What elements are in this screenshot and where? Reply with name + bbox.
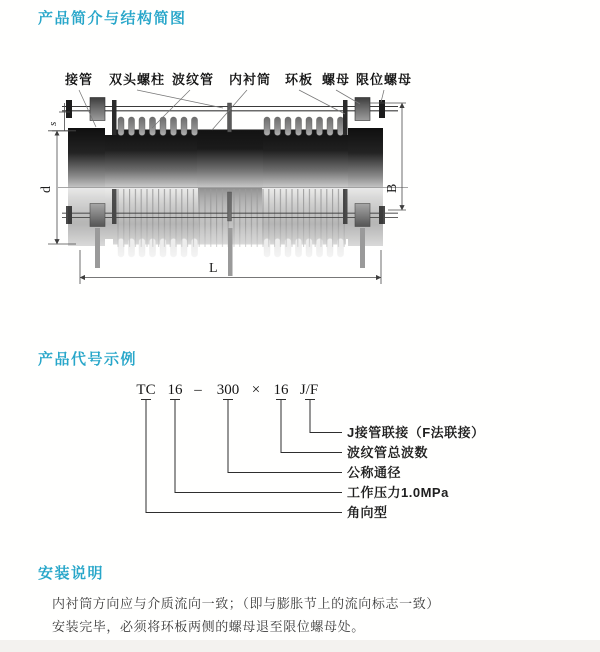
inner-liner-section [197,131,263,187]
nut-label: 螺母 [321,72,351,87]
stud-end-left [95,228,100,268]
bellows-label: 波纹管 [171,72,215,87]
intro-section-title: 产品简介与结构简图 [38,10,187,27]
code-segment-dash: – [194,382,202,398]
dim-s-label: s [47,121,59,126]
dim-L-label: L [209,261,218,276]
connection-pipe-label: 接管 [64,72,94,87]
stud-end-right [360,228,365,268]
code-segment-waves: 16 [273,382,289,398]
ring-plate-label: 环板 [284,72,314,87]
stud-end-center [228,228,233,276]
install-section-title: 安装说明 [38,565,105,582]
callout-nominal-diameter: 公称通径 [347,465,402,480]
limit-nut-left [66,100,72,118]
center-plate-stud [228,103,232,132]
callout-wave-count: 波纹管总波数 [347,445,429,460]
double-end-stud-label: 双头螺柱 [108,72,166,87]
connection-pipe-right [348,128,383,187]
install-note-line-2: 安装完毕，必须将环板两侧的螺母退至限位螺母处。 [52,619,365,634]
code-segment-pressure: 16 [167,382,183,398]
code-segment-times: × [251,382,261,398]
product-code-diagram [136,382,484,520]
reflection-fade [58,224,410,266]
inner-liner-label: 内衬筒 [228,72,272,87]
install-note-line-1: 内衬筒方向应与介质流向一致；（即与膨胀节上的流向标志一致） [52,596,440,611]
callout-connection-type: J接管联接（F法联接） [347,425,485,440]
code-segment-diameter: 300 [216,382,240,398]
nut-left [90,98,105,121]
connection-pipe-left [68,128,105,187]
limit-nut-label: 限位螺母 [355,72,413,87]
ring-plate-right [343,100,348,135]
dim-d-label: d [39,186,54,193]
tie-rod-assembly [62,98,398,136]
ring-plate-left [112,100,117,135]
dim-B-label: B [385,183,400,193]
page-bottom-band [0,640,600,652]
callout-working-pressure: 工作压力1.0MPa [347,485,449,500]
code-segment-type: TC [136,382,156,398]
code-segment-connection: J/F [299,382,319,398]
nut-right [355,98,370,121]
code-connector-lines [141,400,342,513]
callout-angular-type: 角向型 [347,505,388,520]
code-section-title: 产品代号示例 [38,351,138,368]
